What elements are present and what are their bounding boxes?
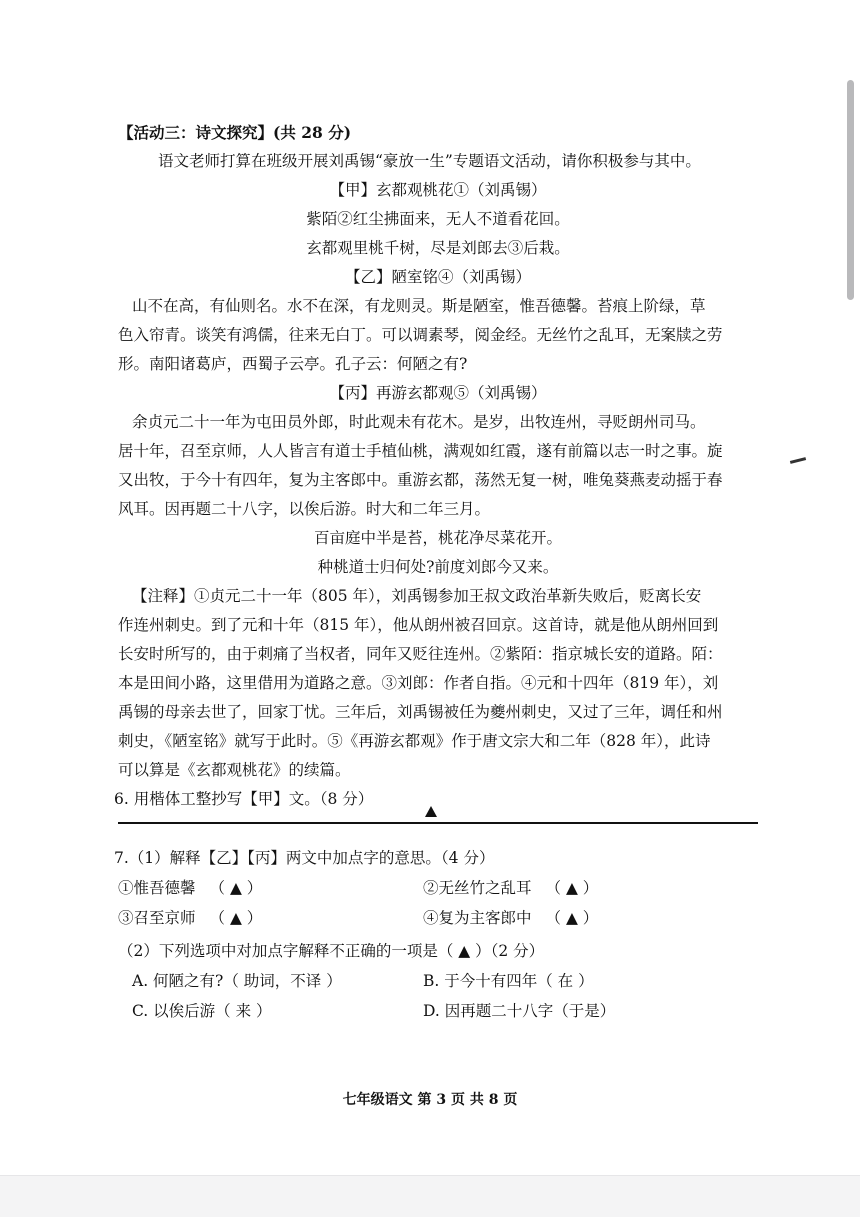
- poem-jia-line: 紫陌②红尘拂面来，无人不道看花回。: [306, 210, 570, 228]
- text-yi-line: 山不在高，有仙则名。水不在深，有龙则灵。斯是陋室，惟吾德馨。苔痕上阶绿，草: [132, 297, 706, 315]
- notes-line: 作连州刺史。到了元和十年（815 年），他从朗州被召回京。这首诗，就是他从朗州回到: [118, 616, 719, 634]
- q7-item: [118, 903, 423, 933]
- answer-triangle-icon: [425, 806, 437, 817]
- text-yi-title: 【乙】陋室铭④（刘禹锡）: [344, 268, 531, 286]
- answer-blank[interactable]: （ ▲ ）: [545, 879, 599, 897]
- q7-options-grid: [118, 966, 758, 1026]
- option-c[interactable]: C. 以俟后游（ 来 ）: [132, 1002, 272, 1020]
- q7-items-grid: [118, 873, 758, 933]
- text-bing-title: 【丙】再游玄都观⑤（刘禹锡）: [329, 384, 547, 402]
- notes-line: 【注释】①贞元二十一年（805 年），刘禹锡参加王叔文政治革新失败后，贬离长安: [132, 587, 702, 605]
- intro-text: 语文老师打算在班级开展刘禹锡“豪放一生”专题语文活动，请你积极参与其中。: [158, 152, 701, 170]
- text-bing-line: 余贞元二十一年为屯田员外郎，时此观未有花木。是岁，出牧连州，寻贬朗州司马。: [132, 413, 706, 431]
- text-yi-line: 色入帘青。谈笑有鸿儒，往来无白丁。可以调素琴，阅金经。无丝竹之乱耳，无案牍之劳: [118, 326, 723, 344]
- section-title: 【活动三：诗文探究】(共 28 分): [118, 123, 352, 142]
- option-a[interactable]: A. 何陋之有?（ 助词，不译 ）: [132, 972, 342, 990]
- notes-line: 本是田间小路，这里借用为道路之意。③刘郎：作者自指。④元和十四年（819 年），刘: [118, 674, 719, 692]
- pen-mark: [790, 457, 806, 464]
- q7-item-label: ④复为主客郎中: [423, 909, 532, 927]
- text-bing-line: 风耳。因再题二十八字，以俟后游。时大和二年三月。: [118, 500, 491, 518]
- page-footer: 七年级语文 第 3 页 共 8 页: [342, 1092, 518, 1108]
- question-7-part2: （2）下列选项中对加点字解释不正确的一项是（ ▲ ）（2 分）: [118, 942, 545, 960]
- answer-line: [118, 822, 758, 844]
- poem-jia-title: 【甲】玄都观桃花①（刘禹锡）: [329, 181, 547, 199]
- q7-item: [423, 873, 758, 903]
- notes-line: 禹锡的母亲去世了，回家丁忧。三年后，刘禹锡被任为夔州刺史，又过了三年，调任和州: [118, 703, 723, 721]
- bottom-strip: [0, 1175, 860, 1217]
- question-6: 6. 用楷体工整抄写【甲】文。（8 分）: [114, 790, 374, 808]
- poem-jia-line: 玄都观里桃千树，尽是刘郎去③后栽。: [306, 239, 570, 257]
- text-yi-line: 形。南阳诸葛庐，西蜀子云亭。孔子云：何陋之有?: [118, 355, 468, 373]
- page-content: [114, 118, 758, 1026]
- notes-line: 长安时所写的，由于刺痛了当权者，同年又贬往连州。②紫陌：指京城长安的道路。陌：: [118, 645, 723, 663]
- notes-line: 刺史，《陋室铭》就写于此时。⑤《再游玄都观》作于唐文宗大和二年（828 年），此诗: [118, 732, 711, 750]
- text-bing-line: 居十年，召至京师，人人皆言有道士手植仙桃，满观如红霞，遂有前篇以志一时之事。旋: [118, 442, 723, 460]
- notes-line: 可以算是《玄都观桃花》的续篇。: [118, 761, 351, 779]
- q7-item-label: ②无丝竹之乱耳: [423, 879, 532, 897]
- text-bing-line: 又出牧，于今十有四年，复为主客郎中。重游玄都，荡然无复一树，唯兔葵燕麦动摇于春: [118, 471, 723, 489]
- text-bing-poem-line: 百亩庭中半是苔，桃花净尽菜花开。: [313, 529, 562, 547]
- q7-item: [118, 873, 423, 903]
- scrollbar[interactable]: [847, 80, 854, 300]
- q7-item: [423, 903, 758, 933]
- answer-blank[interactable]: （ ▲ ）: [545, 909, 599, 927]
- question-7-part1: 7.（1）解释【乙】【丙】两文中加点字的意思。（4 分）: [114, 849, 495, 867]
- option-d[interactable]: D. 因再题二十八字（于是）: [423, 1002, 616, 1020]
- q7-item-label: ③召至京师: [118, 909, 196, 927]
- answer-blank[interactable]: （ ▲ ）: [209, 909, 263, 927]
- answer-blank[interactable]: （ ▲ ）: [209, 879, 263, 897]
- q7-item-label: ①惟吾德馨: [118, 879, 196, 897]
- option-b[interactable]: B. 于今十有四年（ 在 ）: [423, 972, 594, 990]
- text-bing-poem-line: 种桃道士归何处?前度刘郎今又来。: [317, 558, 559, 576]
